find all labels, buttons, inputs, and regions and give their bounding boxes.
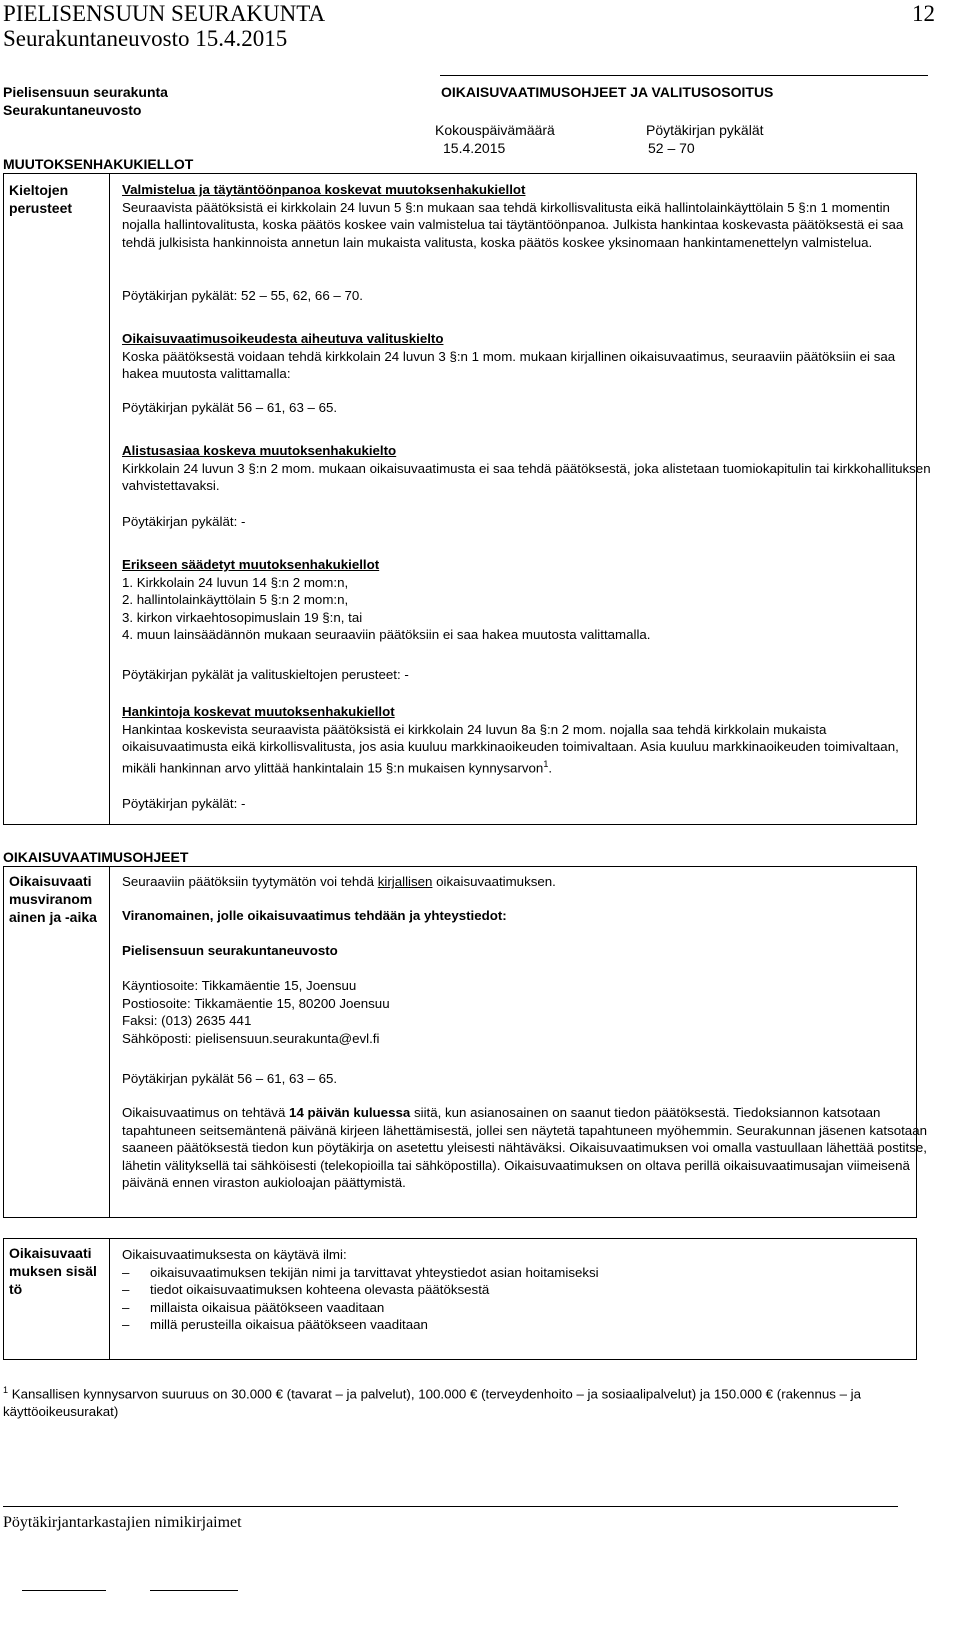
- page-header-subtitle: Seurakuntaneuvosto 15.4.2015: [3, 26, 288, 51]
- contents-divider: [109, 1238, 110, 1360]
- initials-line-1: [22, 1590, 106, 1591]
- visit-address: Käyntiosoite: Tikkamäentie 15, Joensuu: [122, 978, 357, 993]
- restriction-section-1: [122, 181, 932, 251]
- section-1-text: [122, 199, 932, 252]
- list-item: [122, 1316, 932, 1334]
- footnote-text: Kansallisen kynnysarvon suuruus on 30.000 € (tavarat – ja palvelut), 100.000 € (terveydenhoito – ja sosiaalipalvelut) ja 150.000 € (rakennus – ja käyttöoikeusurakat): [3, 1386, 862, 1419]
- list-item: [122, 1281, 932, 1299]
- instructions-intro: [122, 873, 932, 891]
- section-5-text-body: Hankintaa koskevista seuraavista päätöksistä ei kirkkolain 24 luvun 8a §:n 2 mom. nojalla saa tehdä kirkkolain mukaista oikaisuvaatimusta eikä kirkollisvalitusta, jos asia kuuluu markkinaoikeuden toimivaltaan. Asia kuuluu markkinaoikeuden toimivaltaan, mikäli hankinnan arvo ylittää hankintalain 15 §:n mukaisen kynnysarvon: [122, 721, 899, 775]
- section-2-sections: Pöytäkirjan pykälät 56 – 61, 63 – 65.: [122, 400, 338, 415]
- page-header-title: PIELISENSUUN SEURAKUNTA: [3, 1, 326, 26]
- list-item: [122, 1299, 932, 1317]
- section-1-text-a: Seuraavista päätöksistä ei kirkkolain 24 luvun 5 §:n mukaan saa tehdä kirkollisvalitusta eikä hallintolainkäyttölain 5 §:n 1 momentin nojalla hallintovalitusta, koska päätös koskee vain valmistelua tai täytäntöönpanoa.: [122, 199, 890, 232]
- list-item-text: millaista oikaisua päätökseen vaaditaan: [150, 1299, 385, 1315]
- initials-line-2: [150, 1590, 238, 1591]
- section-1-title: Valmistelua ja täytäntöönpanoa koskevat muutoksenhakukiellot: [122, 182, 526, 197]
- page-number: 12: [912, 1, 935, 26]
- instructions-heading: OIKAISUVAATIMUSOHJEET: [3, 849, 189, 865]
- contents-side-label: Oikaisuvaati muksen sisältö: [9, 1245, 97, 1297]
- dash-marker: –: [122, 1264, 130, 1280]
- sections-label: Pöytäkirjan pykälät: [646, 122, 764, 138]
- meeting-date: 15.4.2015: [443, 140, 506, 156]
- section-3-text: Kirkkolain 24 luvun 3 §:n 2 mom. mukaan oikaisuvaatimusta ei saa tehdä päätöksestä, joka alistetaan tuomiokapitulin tai kirkkohallituksen vahvistettavaksi.: [122, 460, 931, 493]
- section-1-sections: Pöytäkirjan pykälät: 52 – 55, 62, 66 – 70.: [122, 288, 363, 303]
- section-5-text: [122, 721, 932, 777]
- deadline-bold: 14 päivän kuluessa: [289, 1105, 411, 1120]
- signature-rule: [3, 1506, 898, 1507]
- restriction-section-3: [122, 442, 932, 495]
- list-item-text: tiedot oikaisuvaatimuksen kohteena olevasta päätöksestä: [150, 1282, 490, 1297]
- deadline-pre: Oikaisuvaatimus on tehtävä: [122, 1105, 290, 1120]
- section-5-sections: Pöytäkirjan pykälät: -: [122, 796, 246, 811]
- fax-number: Faksi: (013) 2635 441: [122, 1013, 252, 1028]
- instructions-sections: Pöytäkirjan pykälät 56 – 61, 63 – 65.: [122, 1071, 338, 1086]
- footnote: [3, 1382, 903, 1420]
- contact-details: [122, 977, 932, 1047]
- section-3-sections: Pöytäkirjan pykälät: -: [122, 514, 246, 529]
- org-body: Seurakuntaneuvosto: [3, 102, 142, 118]
- contents-list: [122, 1246, 932, 1334]
- dash-marker: –: [122, 1299, 130, 1315]
- authority-name: Pielisensuun seurakuntaneuvosto: [122, 943, 338, 958]
- dash-marker: –: [122, 1317, 130, 1332]
- post-address: Postiosoite: Tikkamäentie 15, 80200 Joensuu: [122, 995, 390, 1011]
- restriction-section-4: [122, 556, 932, 644]
- section-2-title: Oikaisuvaatimusoikeudesta aiheutuva valituskielto: [122, 331, 444, 346]
- org-name: Pielisensuun seurakunta: [3, 84, 168, 100]
- section-4-item: 2. hallintolainkäyttölain 5 §:n 2 mom:n,: [122, 592, 349, 607]
- section-5-title: Hankintoja koskevat muutoksenhakukiellot: [122, 704, 395, 719]
- restrictions-side-label-1: Kieltojen: [9, 182, 69, 198]
- section-1-text-b: Julkista hankintaa koskevasta päätöksestä ei saa tehdä julkisista hankinnoista annetun lain mukaista valitusta, koska päätös koskee yksinomaan hankintamenettelyn valmistelua.: [122, 217, 904, 250]
- footnote-reference: 1: [543, 758, 549, 769]
- intro-pre: Seuraaviin päätöksiin tyytymätön voi tehdä: [122, 874, 378, 889]
- sections-range: 52 – 70: [648, 140, 695, 156]
- signature-label: Pöytäkirjantarkastajien nimikirjaimet: [3, 1514, 242, 1531]
- intro-post: oikaisuvaatimuksen.: [432, 874, 556, 889]
- restriction-section-2: [122, 330, 932, 383]
- restrictions-divider: [109, 173, 110, 825]
- section-4-item: 1. Kirkkolain 24 luvun 14 §:n 2 mom:n,: [122, 574, 349, 590]
- list-item: [122, 1264, 932, 1282]
- instructions-side-label: Oikaisuvaati musviranom ainen ja -aika: [9, 873, 97, 925]
- list-item-text: millä perusteilla oikaisua päätökseen vaaditaan: [150, 1317, 428, 1332]
- section-3-title: Alistusasiaa koskeva muutoksenhakukielto: [122, 443, 397, 458]
- section-4-item: 4. muun lainsäädännön mukaan seuraaviin päätöksiin ei saa hakea muutosta valittamalla.: [122, 627, 651, 642]
- section-5-text-end: .: [548, 759, 553, 775]
- list-item-text: oikaisuvaatimuksen tekijän nimi ja tarvittavat yhteystiedot asian hoitamiseksi: [150, 1264, 599, 1280]
- meeting-date-label: Kokouspäivämäärä: [435, 122, 555, 138]
- header-rule: [440, 75, 928, 76]
- dash-marker: –: [122, 1282, 130, 1297]
- deadline-paragraph: [122, 1104, 932, 1192]
- section-4-item: 3. kirkon virkaehtosopimuslain 19 §:n, tai: [122, 609, 363, 625]
- section-4-title: Erikseen säädetyt muutoksenhakukiellot: [122, 557, 380, 572]
- section-4-sections: Pöytäkirjan pykälät ja valituskieltojen perusteet: -: [122, 667, 409, 682]
- restrictions-heading: MUUTOKSENHAKUKIELLOT: [3, 156, 194, 172]
- contents-intro: Oikaisuvaatimuksesta on käytävä ilmi:: [122, 1247, 347, 1262]
- deadline-post: siitä, kun asianosainen on saanut tiedon päätöksestä. Tiedoksiannon katsotaan tapahtuneen seitsemäntenä päivänä kirjeen lähettämisestä, jollei sen näytetä tapahtuneen myöhemmin. Seurakunnan jäsenen katsotaan saaneen päätöksestä tiedon kun pöytäkirja on asetettu yleisesti nähtäväksi. Oikaisuvaatimuksen voi omalla vastuullaan lähettää postitse, lähetin välityksellä tai sähköisesti (telekopioilla tai sähköpostilla). Oikaisuvaatimuksen on oltava perillä oikaisuvaatimusajan viimeisenä päivänä ennen viraston aukioloajan päättymistä.: [122, 1105, 927, 1190]
- restrictions-side-label-2: perusteet: [9, 200, 73, 216]
- doc-title: OIKAISUVAATIMUSOHJEET JA VALITUSOSOITUS: [441, 84, 774, 100]
- email-address: Sähköposti: pielisensuun.seurakunta@evl.fi: [122, 1030, 380, 1046]
- intro-underlined: kirjallisen: [377, 874, 433, 889]
- footnote-mark: 1: [3, 1385, 9, 1395]
- authority-heading: Viranomainen, jolle oikaisuvaatimus tehdään ja yhteystiedot:: [122, 908, 507, 923]
- instructions-divider: [109, 866, 110, 1218]
- section-2-text: Koska päätöksestä voidaan tehdä kirkkolain 24 luvun 3 §:n 1 mom. mukaan kirjallinen oikaisuvaatimus, seuraaviin päätöksiin ei saa hakea muutosta valittamalla:: [122, 348, 896, 381]
- restriction-section-5: [122, 703, 932, 776]
